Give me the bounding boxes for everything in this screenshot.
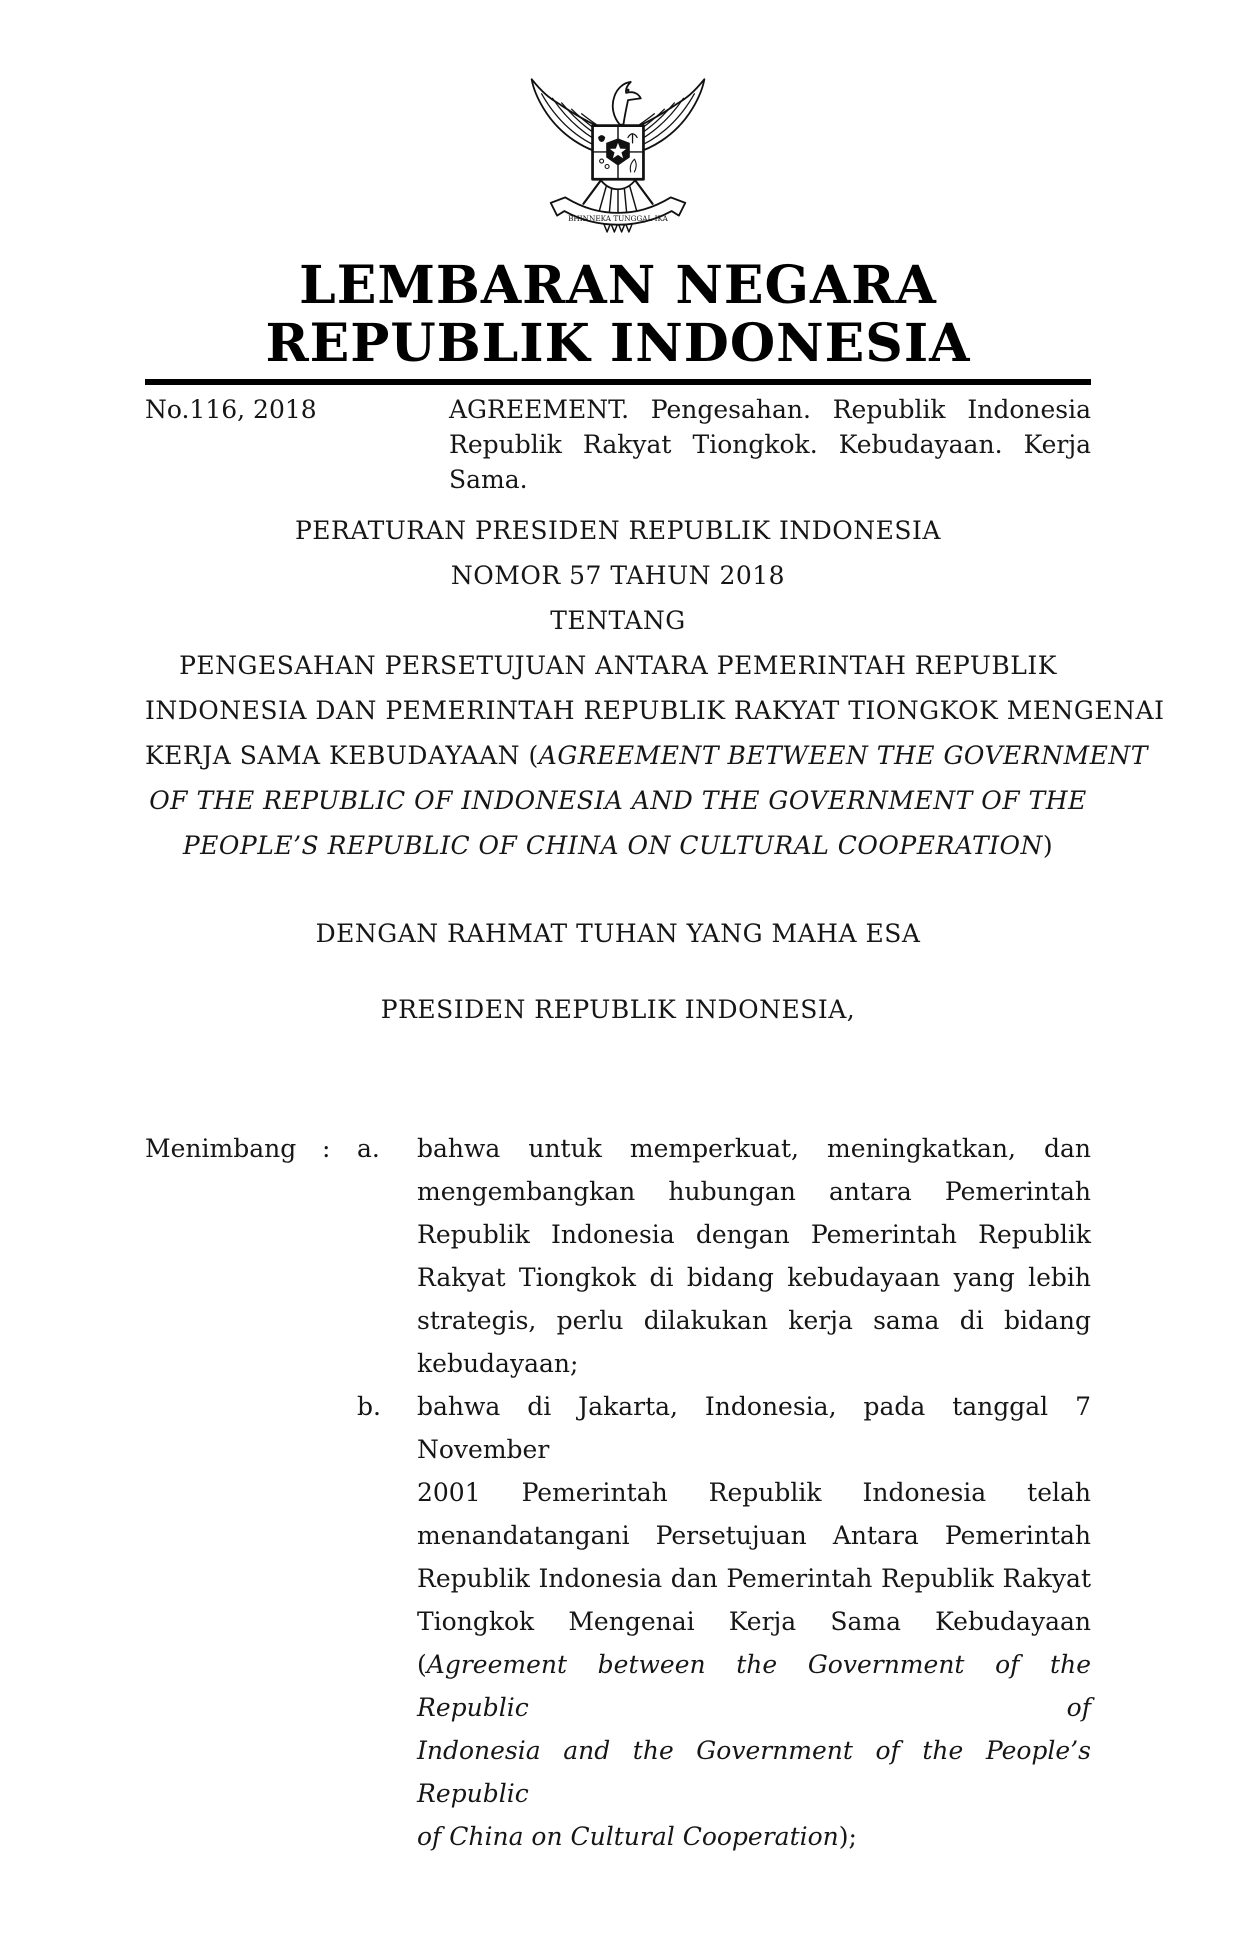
garuda-eagle-icon (518, 70, 718, 243)
text-line (449, 392, 1091, 427)
text-segment: bahwa untuk memperkuat, meningkatkan, dan (417, 1134, 1091, 1163)
considering-item (357, 1385, 1091, 1858)
text-line (417, 1514, 1091, 1557)
text-segment: PERATURAN PRESIDEN REPUBLIK INDONESIA (294, 516, 941, 545)
issuer-line: PRESIDEN REPUBLIK INDONESIA, (380, 995, 856, 1024)
text-line (145, 823, 1091, 868)
gazette-title (145, 257, 1091, 373)
text-line (417, 1643, 1091, 1729)
text-line (145, 688, 1165, 733)
text-line (417, 1729, 1091, 1815)
decree-heading (145, 508, 1165, 868)
text-line (145, 508, 1091, 553)
considering-colon: : (322, 1134, 331, 1163)
text-line (417, 1557, 1091, 1600)
italic-text-segment: AGREEMENT BETWEEN THE GOVERNMENT (538, 741, 1148, 770)
garuda-pancasila-emblem (518, 70, 718, 243)
text-segment: mengembangkan hubungan antara Pemerintah (417, 1177, 1091, 1206)
considering-item (357, 1127, 1091, 1385)
text-line (417, 1170, 1091, 1213)
text-line (417, 1342, 1091, 1385)
masthead-divider (145, 379, 1091, 385)
text-line (449, 462, 1091, 497)
invocation-line: DENGAN RAHMAT TUHAN YANG MAHA ESA (315, 919, 921, 948)
text-line (417, 1600, 1091, 1643)
italic-text-segment: PEOPLE’S REPUBLIC OF CHINA ON CULTURAL COOPERATION (182, 831, 1043, 860)
text-segment: Republik Indonesia dan Pemerintah Republik Rakyat (417, 1564, 1091, 1593)
text-segment: INDONESIA DAN PEMERINTAH REPUBLIK RAKYAT TIONGKOK MENGENAI (145, 696, 1165, 725)
text-line (417, 1256, 1091, 1299)
considering-items (357, 1127, 1091, 1858)
considering-label: Menimbang (145, 1134, 297, 1163)
emblem-motto: BHINNEKA TUNGGAL IKA (568, 214, 668, 224)
text-segment: ( (417, 1650, 427, 1679)
text-segment: TENTANG (550, 606, 686, 635)
text-segment: PENGESAHAN PERSETUJUAN ANTARA PEMERINTAH REPUBLIK (179, 651, 1057, 680)
text-line (417, 1815, 1091, 1858)
text-segment: KERJA SAMA KEBUDAYAAN ( (145, 741, 539, 770)
text-segment: Republik Indonesia dengan Pemerintah Republik (417, 1220, 1091, 1249)
subject-abstract (449, 392, 1091, 497)
text-segment: ); (838, 1822, 857, 1851)
text-segment: Sama. (449, 465, 528, 494)
text-segment: AGREEMENT. Pengesahan. Republik Indonesia (449, 395, 1091, 424)
text-segment: strategis, perlu dilakukan kerja sama di bidang (417, 1306, 1091, 1335)
text-line (145, 778, 1091, 823)
text-line (145, 733, 1148, 778)
text-line (417, 1127, 1091, 1170)
text-line (145, 598, 1091, 643)
text-segment: Rakyat Tiongkok di bidang kebudayaan yang lebih (417, 1263, 1091, 1292)
italic-text-segment: Agreement between the Government of the Republic of (417, 1650, 1091, 1722)
gazette-title-line1: LEMBARAN NEGARA (299, 255, 937, 316)
issue-number: No.116, 2018 (145, 395, 317, 424)
text-segment: NOMOR 57 TAHUN 2018 (450, 561, 786, 590)
italic-text-segment: Indonesia and the Government of the People’s Republic (417, 1736, 1091, 1808)
masthead-row (145, 392, 1091, 497)
text-segment: Republik Rakyat Tiongkok. Kebudayaan. Kerja (449, 430, 1091, 459)
item-text (417, 1385, 1091, 1858)
text-line (449, 427, 1091, 462)
text-segment: ) (1042, 831, 1054, 860)
item-letter: b. (357, 1392, 381, 1421)
item-letter: a. (357, 1134, 380, 1163)
text-line (145, 643, 1091, 688)
text-segment: Tiongkok Mengenai Kerja Sama Kebudayaan (417, 1607, 1091, 1636)
gazette-title-line2: REPUBLIK INDONESIA (265, 313, 971, 374)
text-line (417, 1385, 1091, 1471)
text-segment: kebudayaan; (417, 1349, 579, 1378)
text-line (417, 1299, 1091, 1342)
text-line (417, 1213, 1091, 1256)
italic-text-segment: OF THE REPUBLIC OF INDONESIA AND THE GOVERNMENT OF THE (149, 786, 1087, 815)
considering-section (145, 1127, 1091, 1858)
italic-text-segment: of China on Cultural Cooperation (417, 1822, 839, 1851)
text-segment: bahwa di Jakarta, Indonesia, pada tanggal 7 November (417, 1392, 1091, 1464)
text-segment: 2001 Pemerintah Republik Indonesia telah (417, 1478, 1091, 1507)
text-line (417, 1471, 1091, 1514)
item-text (417, 1127, 1091, 1385)
text-segment: menandatangani Persetujuan Antara Pemerintah (417, 1521, 1091, 1550)
text-line (145, 553, 1091, 598)
